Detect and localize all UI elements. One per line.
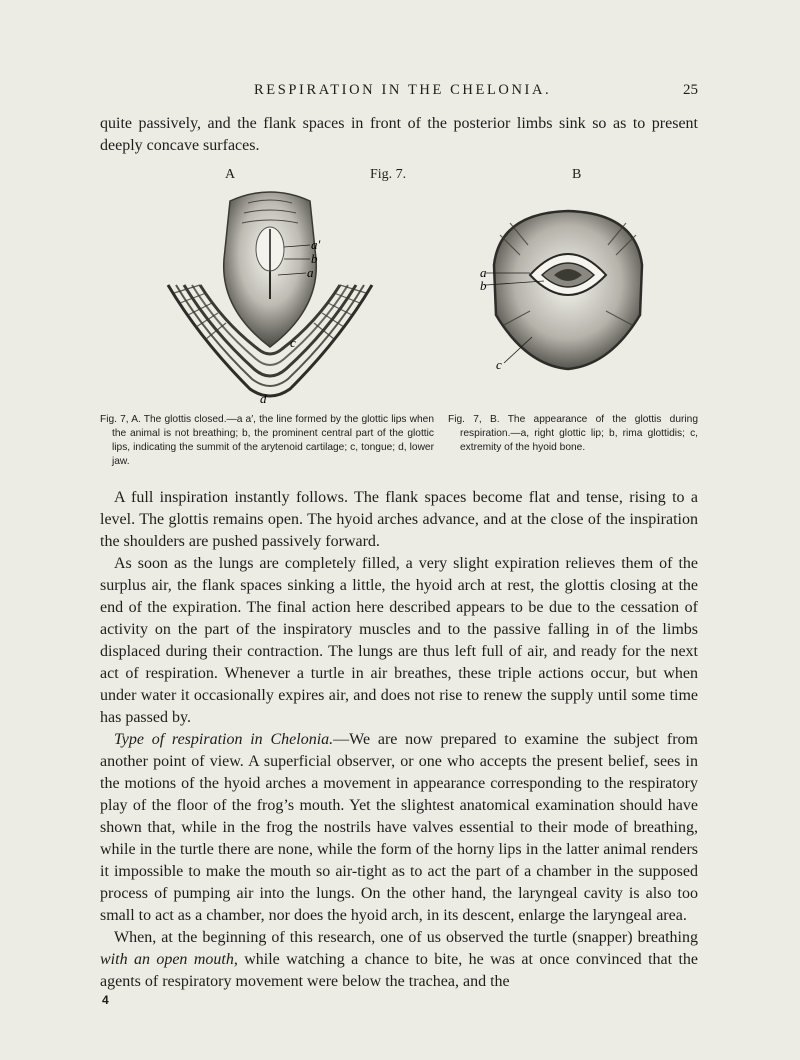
fig-b-label-a: a <box>480 265 487 280</box>
running-head <box>254 82 698 99</box>
figure-captions <box>100 413 698 469</box>
figure-label-a: A <box>225 167 236 182</box>
section-heading: Type of respiration in Chelonia. <box>114 731 334 748</box>
fig-a-label-d: d <box>260 391 267 406</box>
paragraph-1: A full inspiration instantly follows. The flank spaces become flat and tense, rising to a level. The glottis remains open. The hyoid arches advance, and at the close of the inspiration the shoulders are pushed passively forward. <box>100 489 698 550</box>
paragraph-4-start: When, at the beginning of this research, one of us observed the turtle (snapper) breathing <box>114 929 698 946</box>
page-number: 25 <box>683 82 698 98</box>
page <box>100 82 698 1007</box>
fig-a-label-b: b <box>311 251 318 266</box>
paragraph-4 <box>100 927 698 993</box>
paragraph-2: As soon as the lungs are completely filled, a very slight expiration relieves them of the surplus air, the flank spaces sinking a little, the hyoid arch at rest, the glottis closing at the end of the expiration. The final action here described appears to be due to the cessation of activity on the part of the inspiratory muscles and to the passive falling in of the limbs displaced during their contraction. The lungs are thus left full of air, and ready for the next act of respiration. Whenever a turtle in air breathes, these triple actions occur, but when under water it occasionally expires air, and does not rise to renew the supply until some time has passed by. <box>100 555 698 726</box>
figure-title: Fig. 7. <box>370 167 407 182</box>
signature-mark: 4 <box>102 993 109 1007</box>
paragraph-3-text: —We are now prepared to examine the subject from another point of view. A superficial observer, or one who accepts the present belief, sees in the motions of the hyoid arches a movement in appearance corresponding to the respiratory play of the floor of the frog’s mouth. Yet the slightest anatomical examination should have shown that, while in the frog the nostrils have valves essential to their mode of breathing, while in the turtle there are none, while the form of the horny lips in the latter animal renders it impossible to make the mouth so air-tight as to act the part of a chamber in the supposed process of pumping air into the lungs. On the other hand, the laryngeal cavity is also too small to act as a chamber, nor does the hyoid arch, in its descent, enlarge the laryngeal area. <box>100 731 698 924</box>
fig-a-label-c: c <box>290 335 296 350</box>
figure-label-b: B <box>572 167 582 182</box>
figure-a-illustration <box>160 189 380 407</box>
fig-b-label-c: c <box>496 357 502 372</box>
paragraph-3 <box>100 729 698 927</box>
paragraph-4-end: , while watching a chance to bite, he was at once convinced that the agents of respiratory movement were below the trachea, and the <box>100 951 698 990</box>
running-title: RESPIRATION IN THE CHELONIA. <box>254 82 552 98</box>
caption-a: Fig. 7, A. The glottis closed.—a a′, the line formed by the glottic lips when the animal is not breathing; b, the prominent central part of the glottic lips, indicating the summit of the arytenoid cartilage; c, tongue; d, lower jaw. <box>100 414 434 467</box>
body-text <box>100 487 698 1007</box>
figure-title-row <box>100 167 698 189</box>
figure-b-illustration <box>480 205 656 377</box>
fig-b-label-b: b <box>480 278 487 293</box>
caption-b: Fig. 7, B. The appearance of the glottis during respiration.—a, right glottic lip; b, rima glottidis; c, extremity of the hyoid bone. <box>448 414 698 453</box>
fig-a-label-a: a <box>307 265 314 280</box>
intro-paragraph: quite passively, and the flank spaces in front of the posterior limbs sink so as to present deeply concave surfaces. <box>100 115 698 154</box>
figures <box>100 189 698 407</box>
paragraph-4-emphasis: with an open mouth <box>100 951 234 968</box>
fig-a-label-a-prime: a′ <box>311 237 321 252</box>
